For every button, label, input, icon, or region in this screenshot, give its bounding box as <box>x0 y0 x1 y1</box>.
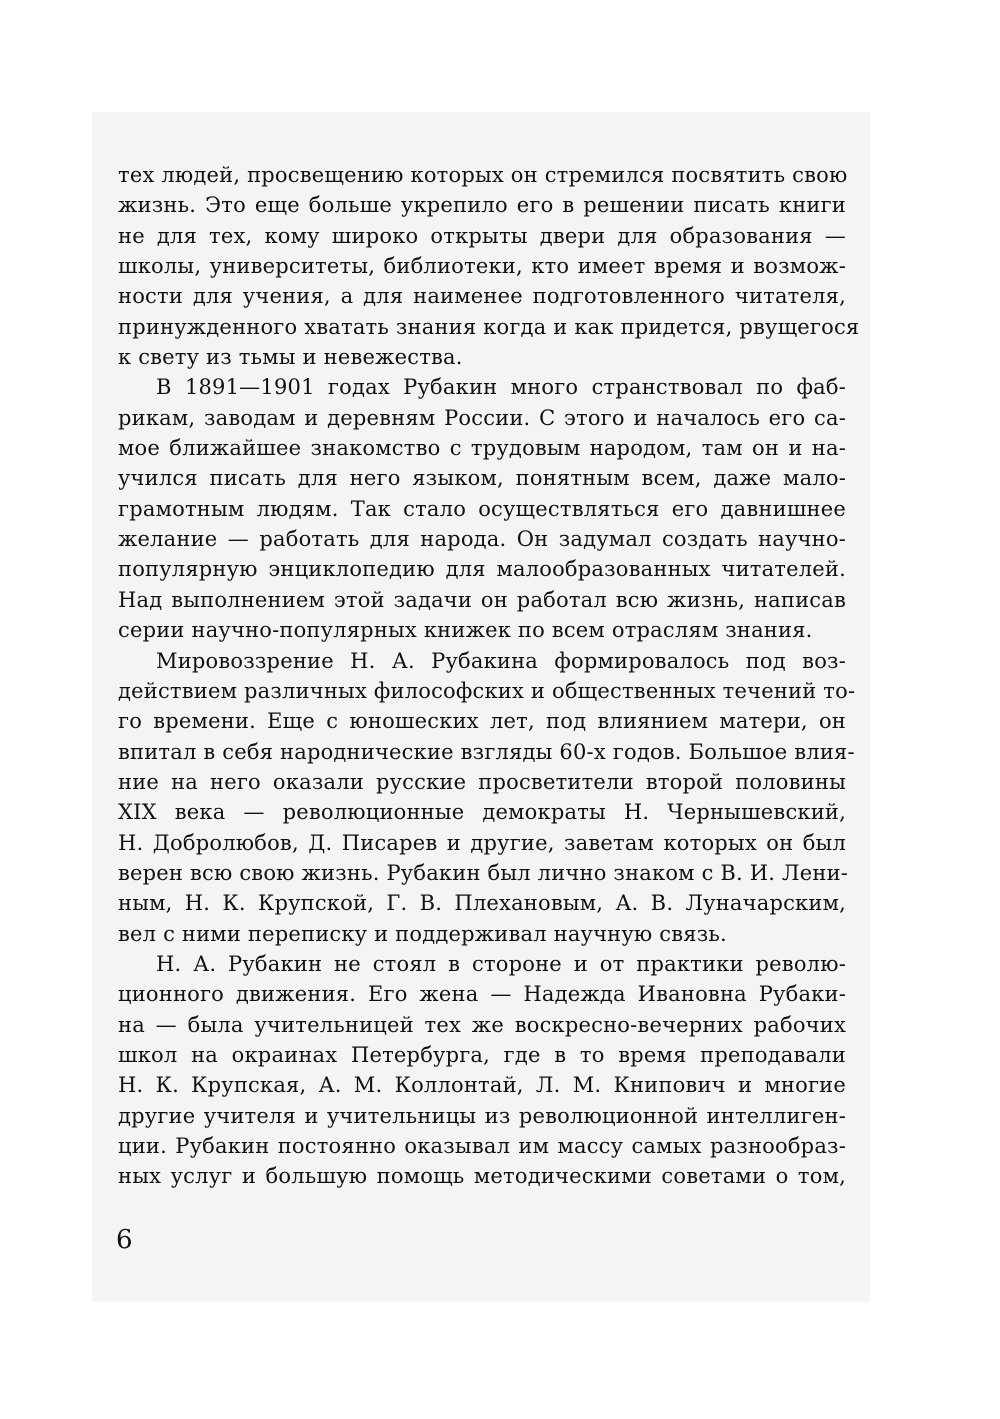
text-line: В 1891—1901 годах Рубакин много странствовал по фаб- <box>156 375 846 400</box>
paragraph-4 <box>118 949 846 1192</box>
text-line: ным, Н. К. Крупской, Г. В. Плехановым, А. В. Луначарским, <box>118 891 846 916</box>
text-line: вел с ними переписку и поддерживал научную связь. <box>118 921 727 946</box>
text-line: действием различных философских и общественных течений то- <box>118 678 856 703</box>
text-line: Мировоззрение Н. А. Рубакина формировалось под воз- <box>156 648 846 673</box>
text-line: жизнь. Это еще больше укрепило его в решении писать книги <box>118 193 846 218</box>
text-line: Н. К. Крупская, А. М. Коллонтай, Л. М. Книпович и многие <box>118 1073 846 1098</box>
paragraph-3 <box>118 646 856 949</box>
text-line: популярную энциклопедию для малообразованных читателей. <box>118 557 846 582</box>
text-line: верен всю свою жизнь. Рубакин был лично знаком с В. И. Лени- <box>118 860 849 885</box>
text-line: серии научно-популярных книжек по всем отраслям знания. <box>118 618 813 643</box>
text-line: желание — работать для народа. Он задумал создать научно- <box>118 527 846 552</box>
text-line: ности для учения, а для наименее подготовленного читателя, <box>118 284 846 309</box>
text-line: XIX века — революционные демократы Н. Чернышевский, <box>118 800 846 825</box>
text-line: Над выполнением этой задачи он работал всю жизнь, написав <box>118 587 846 612</box>
text-line: го времени. Еще с юношеских лет, под влиянием матери, он <box>118 709 846 734</box>
text-line: на — была учительницей тех же воскресно-вечерних рабочих <box>118 1012 846 1037</box>
text-line: ных услуг и большую помощь методическими советами о том, <box>118 1164 846 1189</box>
text-line: не для тех, кому широко открыты двери для образования — <box>118 223 846 248</box>
text-line: учился писать для него языком, понятным всем, даже мало- <box>118 466 846 491</box>
text-line: тех людей, просвещению которых он стремился посвятить свою <box>118 163 848 187</box>
body-text <box>118 160 860 1192</box>
text-line: школ на окраинах Петербурга, где в то время преподавали <box>118 1042 846 1067</box>
text-line: мое ближайшее знакомство с трудовым народом, там он и на- <box>118 436 846 461</box>
page-number: 6 <box>116 1225 133 1255</box>
text-line: Н. А. Рубакин не стоял в стороне и от практики револю- <box>156 951 846 976</box>
text-line: Н. Добролюбов, Д. Писарев и другие, заветам которых он был <box>118 830 846 855</box>
text-line: школы, университеты, библиотеки, кто имеет время и возмож- <box>118 254 846 279</box>
paragraph-2 <box>118 372 846 645</box>
text-line: к свету из тьмы и невежества. <box>118 345 463 370</box>
text-line: другие учителя и учительницы из революционной интеллиген- <box>118 1103 846 1128</box>
text-line: ции. Рубакин постоянно оказывал им массу самых разнообраз- <box>118 1134 846 1158</box>
text-line: ционного движения. Его жена — Надежда Ивановна Рубаки- <box>118 982 846 1007</box>
text-line: впитал в себя народнические взгляды 60-х годов. Большое влия- <box>118 739 855 764</box>
text-line: рикам, заводам и деревням России. С этого и началось его са- <box>118 405 846 430</box>
text-line: грамотным людям. Так стало осуществляться его давнишнее <box>118 496 846 521</box>
text-line: принужденного хватать знания когда и как придется, рвущегося <box>118 314 860 339</box>
paragraph-1 <box>118 160 860 372</box>
text-line: ние на него оказали русские просветители второй половины <box>118 769 846 794</box>
